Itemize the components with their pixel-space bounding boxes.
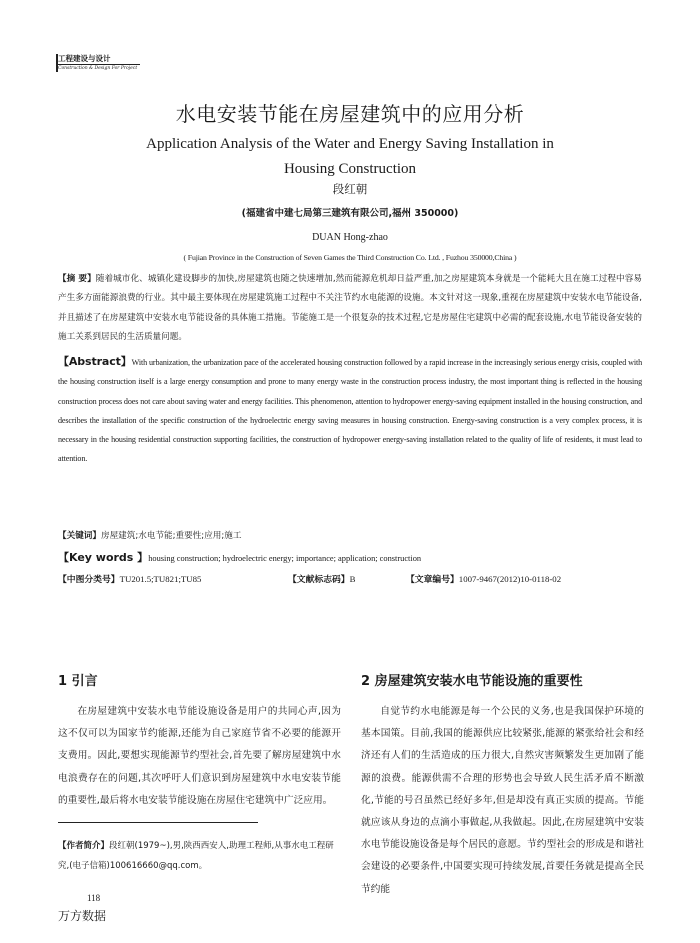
abstract-en	[58, 352, 642, 469]
author-bio-label: 【作者简介】	[58, 841, 110, 851]
keywords-en	[58, 550, 642, 567]
author-affiliation-cn: (福建省中建七局第三建筑有限公司,福州 350000)	[241, 208, 459, 219]
abstract-cn-text: 随着城市化、城镇化建设脚步的加快,房屋建筑也随之快速增加,然而能源危机却日益严重,加之房屋建筑本身就是一个能耗大且在施工过程中容易产生多方面能源浪费的行业。其中最主要体现在房屋建筑施工过程中不关注节约水电能源的设施。本文针对这一现象,重视在房屋建筑中安装水电节能设备,并且描述了在房屋建筑中安装水电节能设备的具体施工措施。节能施工是一个很复杂的技术过程,它是房屋住宅建筑中必需的配套设施,水电节能设备安装的施工关系到居民的生活质量问题。	[58, 274, 642, 342]
keywords-cn-label: 【关键词】	[58, 531, 101, 541]
keywords-en-text: housing construction; hydroelectric energy; importance; application; construction	[148, 554, 422, 563]
journal-header	[58, 54, 140, 72]
clc-value: TU201.5;TU821;TU85	[119, 574, 202, 584]
paper-title-en-line1: Application Analysis of the Water and Energy Saving Installation in	[146, 136, 554, 152]
author-affiliation-en: ( Fujian Province in the Construction of Seven Games the Third Construction Co. Ltd. , Fuzhou 350000,China )	[183, 253, 517, 262]
footnote-divider	[58, 822, 258, 823]
journal-header-bar	[56, 54, 58, 72]
abstract-en-text: With urbanization, the urbanization pace of the accelerated housing construction followed by a rapid increase in the increasingly serious energy crisis, coupled with the housing construction itself is a large energy consumption and prone to many energy waste in the construction process industry, the most important thing is reflected in the housing construction process does not care about saving water and energy facilities. This phenomenon, attention to hydropower energy-saving equipment installed in the housing construction, and describes the installation of the specific construction of the hydroelectric energy saving measures in housing construction. Energy-saving construction is a very complex process, it is necessary in the housing residential construction supporting facilities, the construction of hydropower energy-saving installation related to the quality of life of residents, it must lead to attention.	[58, 358, 642, 464]
section1-body	[58, 701, 341, 812]
clc-label: 【中图分类号】	[58, 575, 120, 585]
abstract-en-label: 【Abstract】	[58, 355, 132, 368]
section2-body	[361, 701, 644, 901]
art-value: 1007-9467(2012)10-0118-02	[458, 574, 562, 584]
keywords-en-label: 【Key words 】	[58, 551, 149, 564]
paper-title-cn: 水电安装节能在房屋建筑中的应用分析	[175, 102, 525, 126]
watermark-text: 万方数据	[58, 909, 107, 923]
clc-number	[58, 572, 201, 587]
doc-label: 【文献标志码】	[288, 575, 350, 585]
author-name-cn: 段红朝	[332, 182, 368, 196]
section1-heading: 1 引言	[58, 674, 98, 689]
art-label: 【文章编号】	[406, 575, 459, 585]
doc-value: B	[349, 574, 356, 584]
section1-text: 在房屋建筑中安装水电节能设施设备是用户的共同心声,因为这不仅可以为国家节约能源,还能为自己家庭节省不必要的能源开支费用。因此,要想实现能源节约型社会,首先要了解房屋建筑中水电浪费存在的问题,其次呼吁人们意识到房屋建筑中水电安装节能的重要性,最后将水电安装节能设施在房屋住宅建筑中广泛应用。	[58, 706, 341, 806]
page-number: 118	[87, 893, 101, 903]
author-bio-text: 段红朝(1979~),男,陕西西安人,助理工程师,从事水电工程研究,(电子信箱)100616660@qq.com。	[58, 841, 334, 871]
journal-name-cn: 工程建设与设计	[58, 54, 111, 63]
abstract-cn-label: 【摘 要】	[58, 274, 96, 284]
keywords-cn-text: 房屋建筑;水电节能;重要性;应用;施工	[100, 531, 242, 541]
paper-title-en-line2: Housing Construction	[283, 161, 417, 177]
author-name-en: DUAN Hong-zhao	[312, 232, 388, 243]
article-number	[406, 572, 561, 587]
section2-text: 自觉节约水电能源是每一个公民的义务,也是我国保护环境的基本国策。目前,我国的能源供应比较紧张,能源的紧张给社会和经济还有人们的生活造成的压力很大,自然灾害频繁发生更加剧了能源的浪费。能源供需不合理的形势也会导致人民生活矛盾不断激化,节能的号召虽然已经好多年,但是却没有真正实质的提高。节能就应该从身边的点滴小事做起,从我做起。因此,在房屋建筑中安装水电节能设施设备是每个居民的意愿。节约型社会的形成是和谐社会建设的必要条件,中国要实现可持续发展,首要任务就是提高全民节约能	[361, 706, 644, 895]
journal-name-en: Construction & Design For Project	[58, 64, 140, 72]
abstract-cn	[58, 270, 642, 347]
section2-heading: 2 房屋建筑安装水电节能设施的重要性	[361, 674, 583, 689]
keywords-cn	[58, 528, 642, 544]
document-code	[288, 572, 355, 587]
author-bio-note	[58, 836, 341, 876]
